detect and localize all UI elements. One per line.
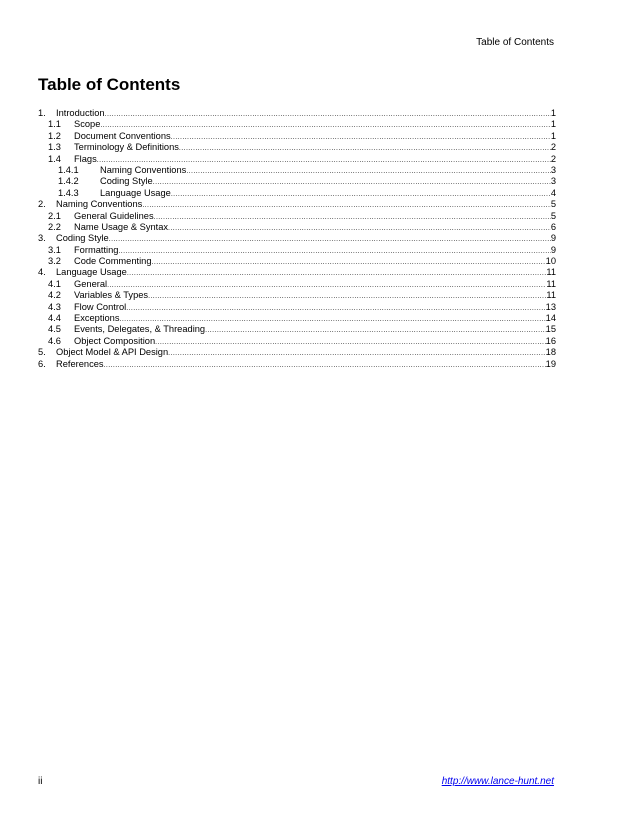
toc-dot-leader [105, 109, 551, 120]
toc-entry-page: 1 [550, 119, 556, 130]
toc-entry-number: 1.4.3 [58, 187, 79, 198]
toc-entry-page: 14 [545, 313, 556, 324]
toc-dot-leader [205, 325, 546, 336]
toc-entry-page: 11 [546, 290, 556, 301]
footer-website-link[interactable]: http://www.lance-hunt.net [441, 776, 554, 787]
toc-entry-page: 11 [546, 267, 556, 278]
toc-dot-leader [118, 246, 550, 257]
toc-entry-page: 19 [545, 358, 556, 369]
toc-entry-title: Document Conventions [74, 130, 171, 141]
toc-entry-number: 4.1 [48, 278, 61, 289]
toc-entry[interactable] [38, 142, 556, 153]
toc-dot-leader [107, 280, 546, 291]
toc-entry[interactable] [38, 131, 556, 142]
toc-entry-number: 2. [38, 199, 46, 210]
toc-dot-leader [152, 257, 546, 268]
toc-entry-number: 1.2 [48, 130, 61, 141]
toc-entry-number: 6. [38, 358, 46, 369]
toc-entry-page: 10 [545, 256, 556, 267]
toc-entry[interactable] [38, 267, 556, 278]
toc-dot-leader [153, 177, 551, 188]
toc-entry[interactable] [38, 256, 556, 267]
toc-entry-title: Language Usage [100, 187, 171, 198]
toc-entry-number: 3.1 [48, 244, 61, 255]
toc-entry[interactable] [38, 347, 556, 358]
toc-entry[interactable] [38, 233, 556, 244]
toc-entry-number: 4. [38, 267, 46, 278]
toc-entry[interactable] [38, 302, 556, 313]
toc-entry[interactable] [38, 188, 556, 199]
toc-entry-page: 3 [550, 176, 556, 187]
toc-dot-leader [142, 200, 551, 211]
toc-entry[interactable] [38, 211, 556, 222]
toc-entry[interactable] [38, 336, 556, 347]
toc-entry-title: Coding Style [56, 233, 109, 244]
toc-entry[interactable] [38, 154, 556, 165]
table-of-contents [38, 108, 556, 370]
toc-entry-page: 5 [550, 210, 556, 221]
toc-entry-number: 4.2 [48, 290, 61, 301]
toc-entry-page: 1 [550, 130, 556, 141]
toc-entry-number: 1.3 [48, 142, 61, 153]
toc-entry-number: 1.1 [48, 119, 61, 130]
toc-dot-leader [104, 360, 546, 371]
toc-entry-title: Events, Delegates, & Threading [74, 324, 206, 335]
toc-entry-page: 3 [550, 164, 556, 175]
toc-entry-title: Flow Control [74, 301, 127, 312]
toc-entry[interactable] [38, 108, 556, 119]
toc-entry-title: General [74, 278, 108, 289]
toc-entry[interactable] [38, 313, 556, 324]
toc-entry-title: Naming Conventions [100, 164, 187, 175]
toc-dot-leader [168, 223, 551, 234]
toc-entry-number: 5. [38, 347, 46, 358]
toc-entry-number: 4.4 [48, 313, 61, 324]
toc-entry[interactable] [38, 222, 556, 233]
toc-dot-leader [155, 337, 546, 348]
toc-dot-leader [186, 166, 551, 177]
toc-dot-leader [109, 234, 551, 245]
toc-dot-leader [127, 268, 547, 279]
toc-entry-page: 18 [545, 347, 556, 358]
toc-entry-title: Scope [74, 119, 101, 130]
toc-entry-number: 4.5 [48, 324, 61, 335]
toc-entry-title: Introduction [56, 108, 105, 118]
toc-entry-page: 15 [545, 324, 556, 335]
toc-entry-title: Variables & Types [74, 290, 149, 301]
toc-entry-page: 13 [545, 301, 556, 312]
toc-dot-leader [168, 348, 546, 359]
toc-entry-page: 16 [545, 335, 556, 346]
toc-entry-title: Language Usage [56, 267, 127, 278]
toc-entry-page: 1 [550, 108, 556, 118]
toc-entry-number: 4.3 [48, 301, 61, 312]
toc-entry-page: 2 [550, 153, 556, 164]
toc-entry-number: 2.2 [48, 221, 61, 232]
toc-entry-page: 2 [550, 142, 556, 153]
page-title: Table of Contents [38, 75, 181, 94]
toc-entry-number: 4.6 [48, 335, 61, 346]
running-header: Table of Contents [476, 37, 554, 48]
toc-entry-title: Formatting [74, 244, 119, 255]
toc-dot-leader [171, 132, 551, 143]
toc-entry[interactable] [38, 165, 556, 176]
toc-dot-leader [171, 189, 551, 200]
toc-dot-leader [154, 212, 551, 223]
toc-entry-page: 4 [550, 187, 556, 198]
toc-dot-leader [179, 143, 551, 154]
toc-entry-title: Coding Style [100, 176, 153, 187]
toc-entry-page: 5 [550, 199, 556, 210]
toc-entry-number: 3.2 [48, 256, 61, 267]
toc-dot-leader [126, 303, 545, 314]
toc-entry[interactable] [38, 119, 556, 130]
toc-entry[interactable] [38, 176, 556, 187]
toc-entry[interactable] [38, 359, 556, 370]
toc-entry[interactable] [38, 290, 556, 301]
toc-entry[interactable] [38, 279, 556, 290]
toc-entry-title: Name Usage & Syntax [74, 221, 169, 232]
toc-entry-number: 3. [38, 233, 46, 244]
toc-entry-number: 1.4.2 [58, 176, 79, 187]
toc-entry-page: 6 [550, 221, 556, 232]
toc-entry-page: 9 [550, 233, 556, 244]
toc-entry[interactable] [38, 199, 556, 210]
page-number: ii [38, 776, 43, 787]
toc-entry-page: 9 [550, 244, 556, 255]
toc-entry-number: 1.4 [48, 153, 61, 164]
toc-entry-title: References [56, 358, 104, 369]
toc-entry-title: General Guidelines [74, 210, 154, 221]
toc-entry-title: Exceptions [74, 313, 120, 324]
toc-entry-title: Object Model & API Design [56, 347, 169, 358]
toc-entry-title: Terminology & Definitions [74, 142, 179, 153]
toc-entry-number: 1.4.1 [58, 164, 79, 175]
toc-entry-title: Code Commenting [74, 256, 152, 267]
toc-entry-page: 11 [546, 278, 556, 289]
toc-entry-title: Flags [74, 153, 97, 164]
toc-entry-title: Object Composition [74, 335, 156, 346]
toc-dot-leader [148, 291, 546, 302]
toc-entry[interactable] [38, 245, 556, 256]
toc-entry[interactable] [38, 324, 556, 335]
toc-entry-title: Naming Conventions [56, 199, 143, 210]
toc-entry-number: 1. [38, 108, 46, 118]
toc-entry-number: 2.1 [48, 210, 61, 221]
